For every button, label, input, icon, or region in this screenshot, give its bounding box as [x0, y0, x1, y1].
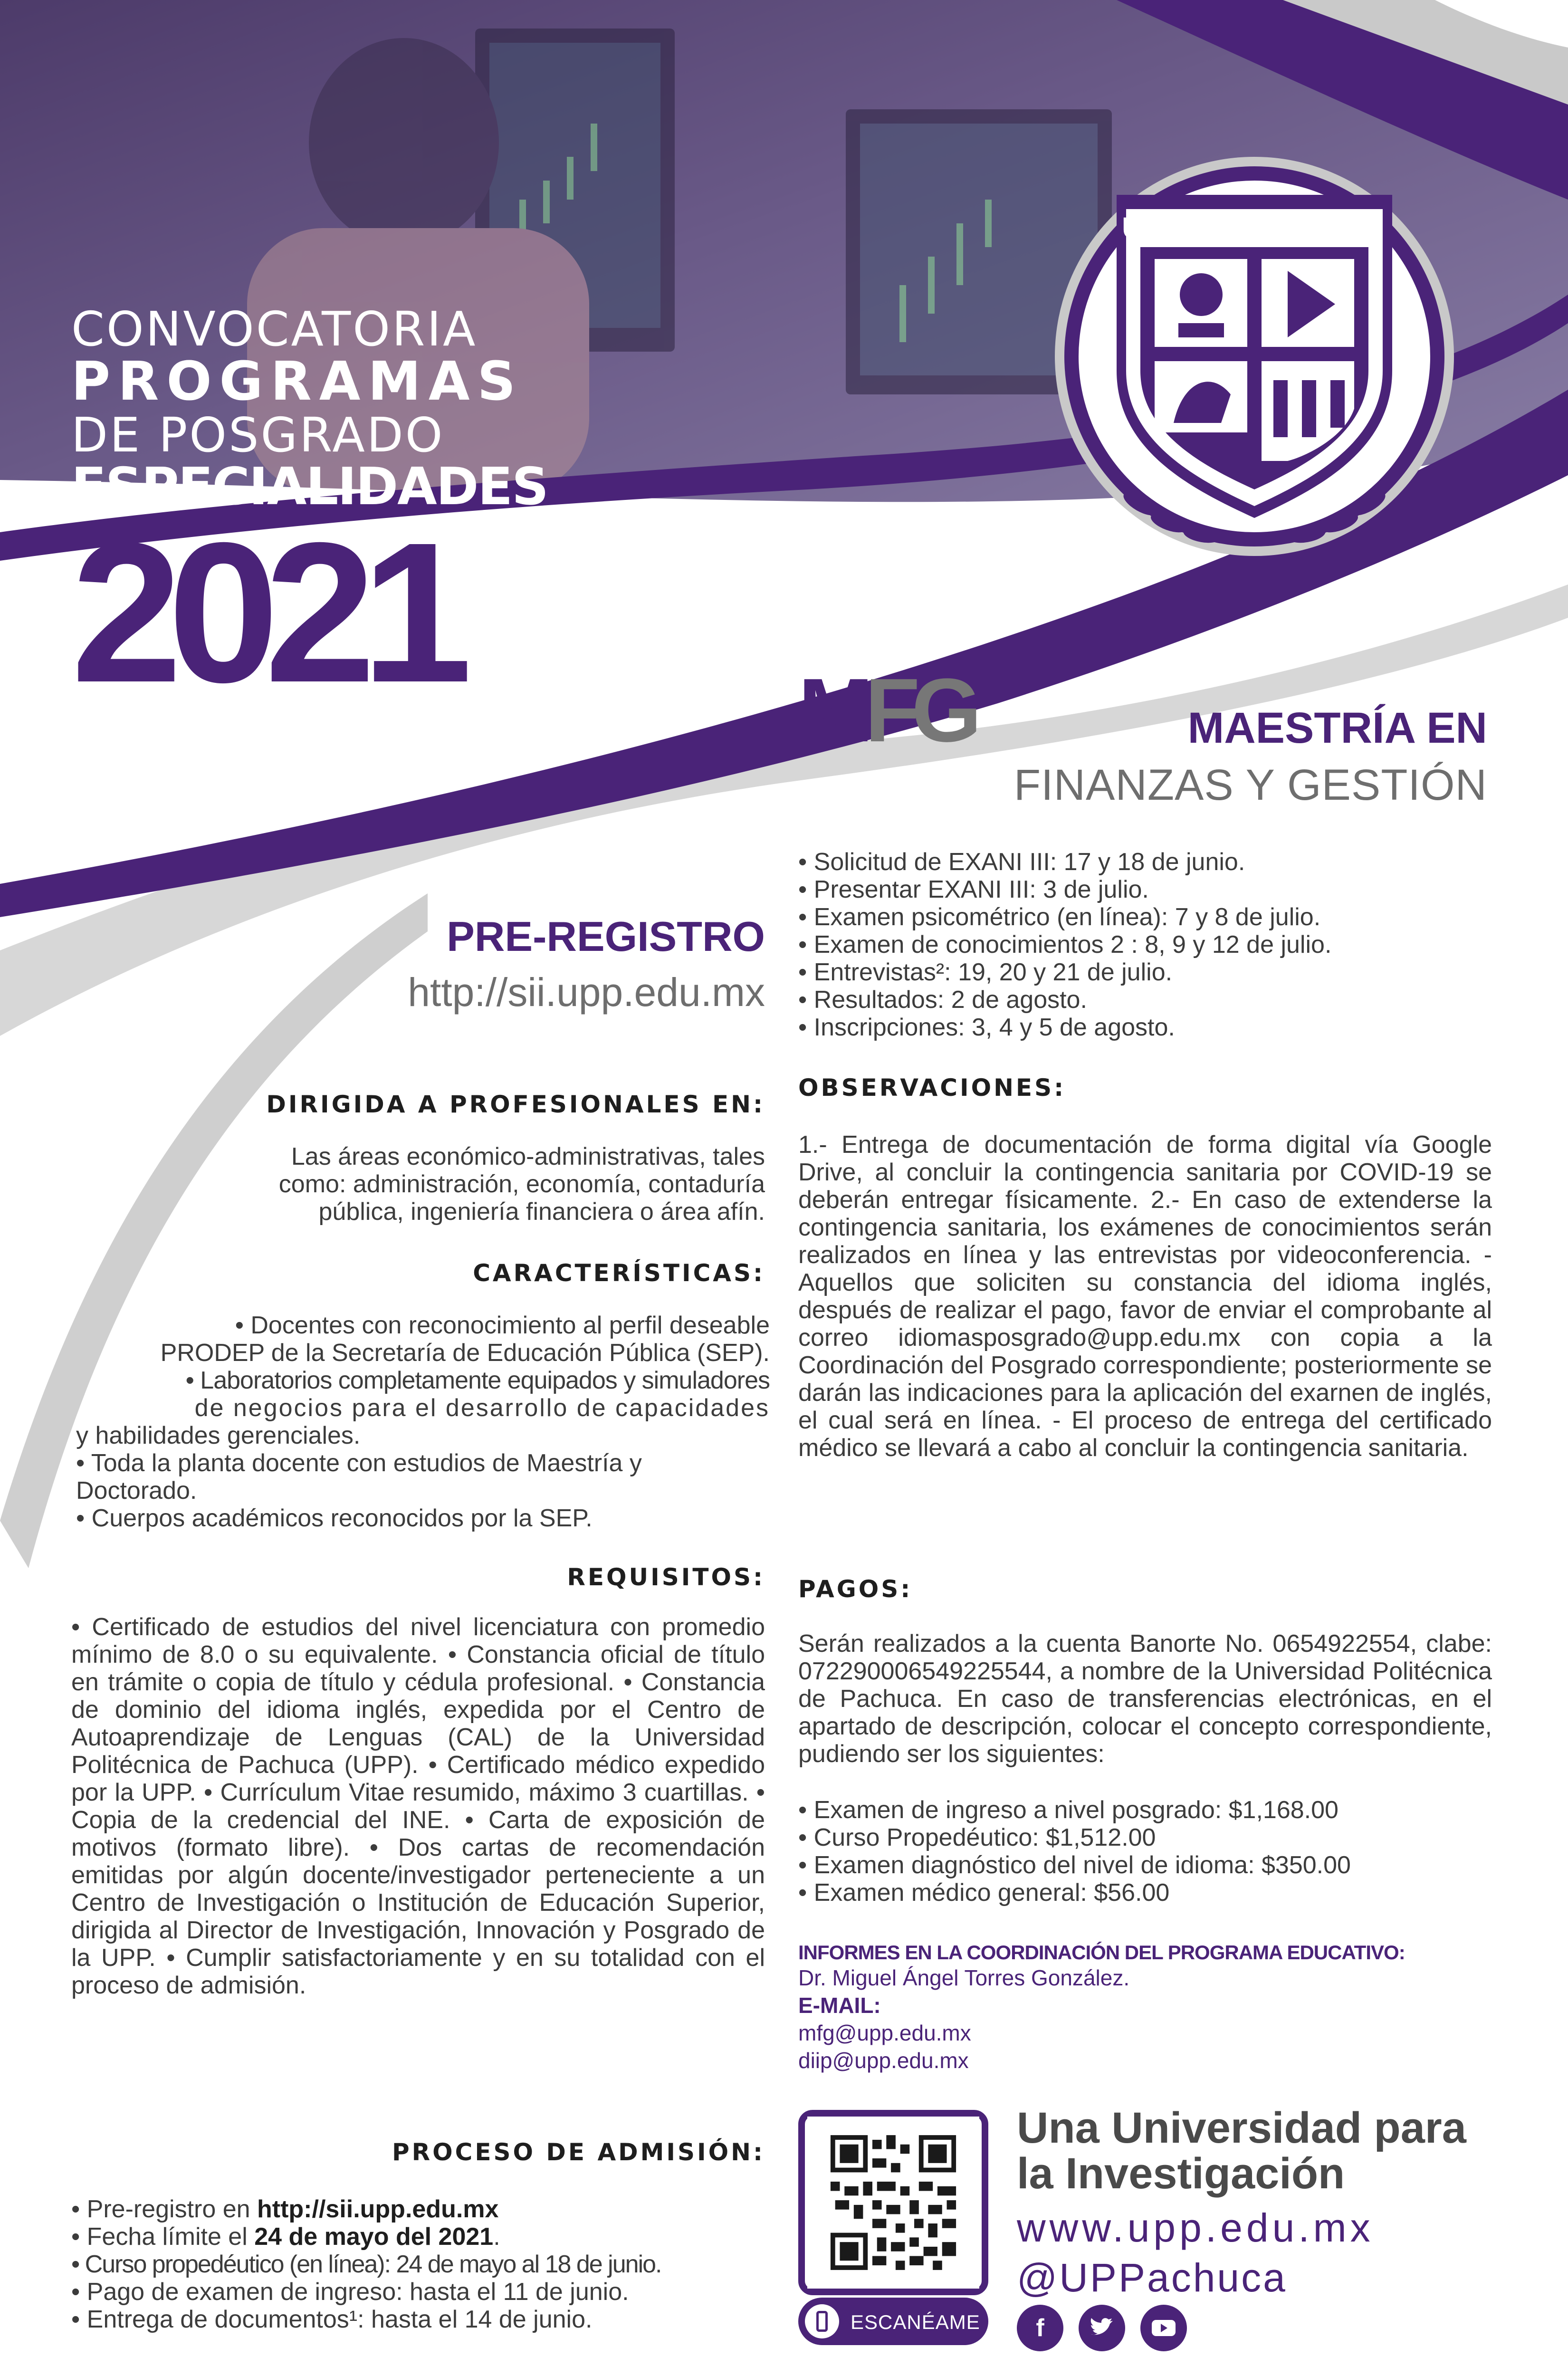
program-title-line1: MAESTRÍA EN	[1187, 704, 1487, 752]
fecha-item: • Presentar EXANI III: 3 de julio.	[798, 876, 1149, 903]
program-title-line2: FINANZAS Y GESTIÓN	[1013, 761, 1487, 809]
year-label: 2021	[71, 501, 459, 724]
twitter-icon[interactable]	[1079, 2305, 1125, 2351]
fecha-item: • Resultados: 2 de agosto.	[798, 986, 1087, 1014]
preregistro-label: PRE-REGISTRO	[447, 913, 765, 960]
proceso-item: • Pago de examen de ingreso: hasta el 11 de junio.	[71, 2278, 629, 2306]
social-handle[interactable]: @UPPachuca	[1017, 2255, 1287, 2300]
dirigida-line: Las áreas económico-administrativas, tales	[291, 1143, 765, 1170]
informes-block	[798, 1941, 1492, 2074]
observaciones-heading: OBSERVACIONES:	[798, 1074, 1066, 1102]
hero-line-posgrado: DE POSGRADO	[71, 407, 445, 463]
email-label: E-MAIL:	[798, 1993, 881, 2018]
pagos-list	[798, 1796, 1492, 1907]
caracteristicas-line: • Laboratorios completamente equipados y simuladores	[185, 1367, 770, 1394]
informes-heading: INFORMES EN LA COORDINACIÓN DEL PROGRAMA EDUCATIVO:	[798, 1941, 1405, 1964]
proceso-item-text: .	[493, 2223, 500, 2251]
caracteristicas-line: • Toda la planta docente con estudios de Maestría y	[76, 1449, 642, 1477]
proceso-item: • Entrega de documentos¹: hasta el 14 de junio.	[71, 2306, 593, 2333]
email-mfg-link[interactable]: mfg@upp.edu.mx	[798, 2021, 971, 2045]
caracteristicas-list	[76, 1312, 770, 1532]
pagos-heading: PAGOS:	[798, 1575, 913, 1603]
fecha-item: • Examen psicométrico (en línea): 7 y 8 de julio.	[798, 903, 1321, 931]
seal-mark: M.R.	[1402, 489, 1441, 508]
email-diip-link[interactable]: diip@upp.edu.mx	[798, 2048, 969, 2073]
proceso-item	[71, 2195, 765, 2223]
acronym-m: M	[798, 660, 865, 761]
proceso-item	[71, 2223, 765, 2251]
caracteristicas-line: de negocios para el desarrollo de capacidades	[194, 1394, 770, 1422]
website-link[interactable]: www.upp.edu.mx	[1017, 2205, 1374, 2250]
facebook-icon[interactable]: f	[1017, 2305, 1063, 2351]
proceso-deadline: 24 de mayo del 2021	[254, 2223, 494, 2251]
dirigida-text	[71, 1143, 765, 1226]
pago-item: • Examen diagnóstico del nivel de idioma: $350.00	[798, 1851, 1351, 1879]
pago-item: • Curso Propedéutico: $1,512.00	[798, 1824, 1156, 1851]
scan-label: ESCANÉAME	[851, 2311, 980, 2333]
hero-line-convocatoria: CONVOCATORIA	[71, 301, 478, 357]
proceso-link[interactable]: http://sii.upp.edu.mx	[257, 2195, 499, 2223]
pago-item: • Examen de ingreso a nivel posgrado: $1,168.00	[798, 1796, 1339, 1824]
fecha-item: • Inscripciones: 3, 4 y 5 de agosto.	[798, 1014, 1175, 1041]
fecha-item: • Examen de conocimientos 2 : 8, 9 y 12 de julio.	[798, 931, 1332, 958]
hero-title	[71, 301, 548, 517]
hero-line-especialidades: ESPECIALIDADES	[71, 457, 548, 517]
proceso-heading: PROCESO DE ADMISIÓN:	[392, 2138, 765, 2166]
caracteristicas-line: • Docentes con reconocimiento al perfil deseable	[235, 1312, 770, 1339]
proceso-item: • Curso propedéutico (en línea): 24 de mayo al 18 de junio.	[71, 2251, 661, 2278]
dirigida-line: pública, ingeniería financiera o área afín.	[318, 1198, 765, 1226]
preregistro-link[interactable]: http://sii.upp.edu.mx	[408, 970, 765, 1015]
fecha-item: • Entrevistas²: 19, 20 y 21 de julio.	[798, 958, 1173, 986]
pago-item: • Examen médico general: $56.00	[798, 1879, 1170, 1907]
hero-line-programas: PROGRAMAS	[71, 351, 524, 412]
informes-name: Dr. Miguel Ángel Torres González.	[798, 1965, 1130, 1990]
requisitos-heading: REQUISITOS:	[567, 1563, 765, 1591]
caracteristicas-heading: CARACTERÍSTICAS:	[473, 1259, 765, 1287]
seal-top-text: UNIVERSIDAD	[1121, 212, 1388, 244]
acronym-fg: FG	[865, 660, 974, 761]
qr-code[interactable]	[798, 2110, 988, 2295]
observaciones-text: 1.- Entrega de documentación de forma digital vía Google Drive, al concluir la contingencia sanitaria por COVID-19 se deberán entregar físicamente. 2.- En caso de extenderse la contingencia sanitaria, los exámenes de conocimientos serán realizados en línea y las entrevistas por videoconferencia. - Aquellos que soliciten su constancia del idioma inglés, después de realizar el pago, favor de enviar el comprobante al correo idiomasposgrado@upp.edu.mx con copia a la Coordinación del Posgrado correspondiente; posteriormente se darán las indicaciones para la aplicación del exarnen de inglés, el cual será en línea. - El proceso de entrega del certificado médico se llevará a cabo al concluir la contingencia sanitaria.	[798, 1131, 1492, 1462]
requisitos-text: • Certificado de estudios del nivel licenciatura con promedio mínimo de 8.0 o su equivalente. • Constancia oficial de título en trámite o copia de título y cédula profesional. • Constancia de dominio del idioma inglés, expedida por el Centro de Autoaprendizaje de Lenguas (CAL) de la Universidad Politécnica de Pachuca (UPP). • Certificado médico expedido por la UPP. • Currículum Vitae resumido, máximo 3 cuartillas. • Copia de la credencial del INE. • Carta de exposición de motivos (formato libre). • Dos cartas de recomendación emitidas por algún docente/investigador perteneciente a un Centro de Investigación o Institución de Educación Superior, dirigida al Director de Investigación, Innovación y Posgrado de la UPP. • Cumplir satisfactoriamente y en su totalidad con el proceso de admisión.	[71, 1613, 765, 1999]
proceso-item-text: • Fecha límite el	[71, 2223, 255, 2251]
slogan-line2: la Investigación	[1017, 2149, 1345, 2198]
slogan	[1017, 2105, 1466, 2196]
pagos-text: Serán realizados a la cuenta Banorte No. 0654922554, clabe: 072290006549225544, a nombre de la Universidad Politécnica de Pachuca. En caso de transferencias electrónicas, en el apartado de descripción, colocar el concepto correspondiente, pudiendo ser los siguientes:	[798, 1630, 1492, 1768]
program-acronym	[798, 660, 974, 761]
slogan-line1: Una Universidad para	[1017, 2104, 1466, 2152]
dirigida-heading: DIRIGIDA A PROFESIONALES EN:	[266, 1091, 765, 1118]
proceso-item-text: • Pre-registro en	[71, 2195, 258, 2223]
proceso-list	[71, 2195, 765, 2333]
phone-icon	[805, 2304, 839, 2338]
caracteristicas-line: • Cuerpos académicos reconocidos por la SEP.	[76, 1504, 593, 1532]
fechas-list	[798, 848, 1492, 1041]
youtube-icon[interactable]	[1140, 2305, 1187, 2351]
qr-code-icon	[805, 2117, 982, 2289]
dirigida-line: como: administración, economía, contaduría	[278, 1170, 765, 1198]
university-seal	[1022, 157, 1487, 556]
caracteristicas-line: y habilidades gerenciales.	[76, 1422, 361, 1449]
fecha-item: • Solicitud de EXANI III: 17 y 18 de junio.	[798, 848, 1245, 876]
caracteristicas-line: Doctorado.	[76, 1477, 197, 1504]
scan-button[interactable]	[798, 2298, 988, 2345]
caracteristicas-line: PRODEP de la Secretaría de Educación Pública (SEP).	[160, 1339, 770, 1367]
